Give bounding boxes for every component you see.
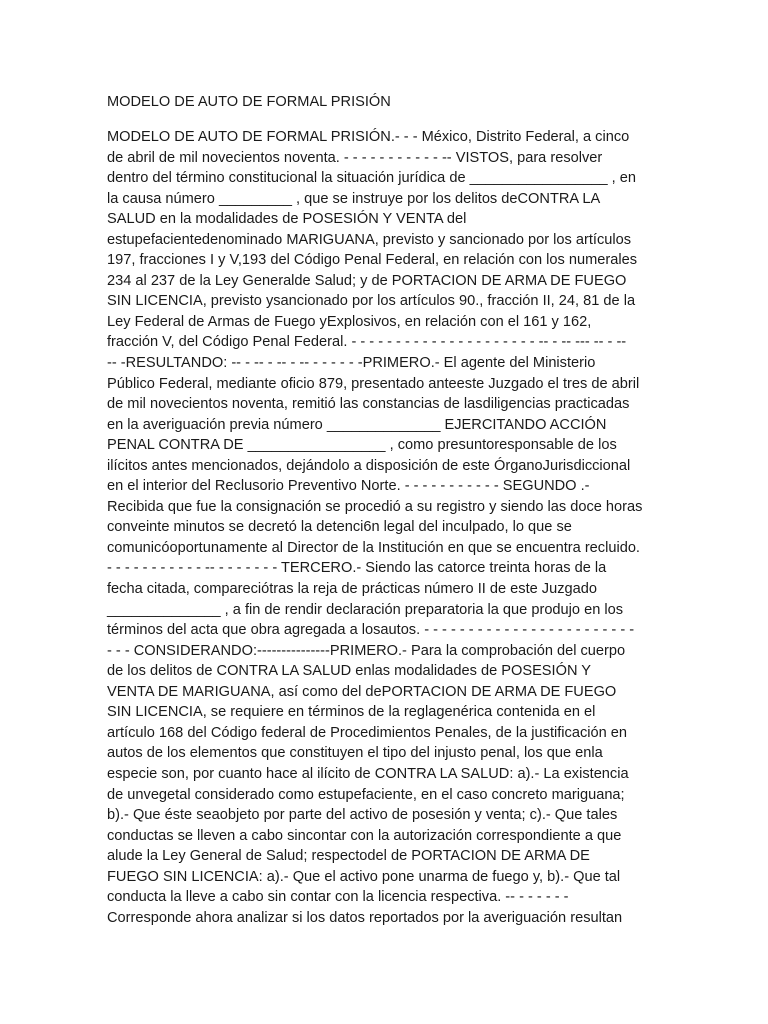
- body-text-line: SALUD en la modalidades de POSESIÓN Y VENTA del: [107, 211, 467, 228]
- body-text-line: en el interior del Reclusorio Preventivo Norte. - - - - - - - - - - - SEGUNDO .-: [107, 478, 590, 495]
- body-text-line: fracción V, del Código Penal Federal. - - - - - - - - - - - - - - - - - - - - - -- - -- --- -- - --: [107, 334, 627, 351]
- body-text-line: ilícitos antes mencionados, dejándolo a disposición de este ÓrganoJurisdiccional: [107, 457, 631, 474]
- body-text-line: la causa número _________ , que se instruye por los delitos deCONTRA LA: [107, 190, 601, 207]
- body-text-line: conducta la lleve a cabo sin contar con la licencia respectiva. -- - - - - - -: [107, 889, 569, 906]
- body-text-line: de los delitos de CONTRA LA SALUD enlas modalidades de POSESIÓN Y: [107, 663, 592, 680]
- body-text-line: -- -RESULTANDO: -- - -- - -- - -- - - - - - -PRIMERO.- El agente del Ministerio: [107, 355, 596, 372]
- body-text-line: comunicóoportunamente al Director de la Institución en que se encuentra recluido.: [107, 539, 640, 556]
- body-text-line: Corresponde ahora analizar si los datos reportados por la averiguación resultan: [107, 909, 623, 926]
- body-text-line: fecha citada, compareciótras la reja de prácticas número II de este Juzgado: [107, 581, 597, 598]
- body-text-line: conveinte minutos se decretó la detenci6n legal del inculpado, lo que se: [107, 519, 572, 536]
- body-text-line: en la averiguación previa número ______________ EJERCITANDO ACCIÓN: [107, 416, 607, 433]
- body-text-line: 234 al 237 de la Ley Generalde Salud; y de PORTACION DE ARMA DE FUEGO: [107, 272, 627, 289]
- body-text-line: Ley Federal de Armas de Fuego yExplosivos, en relación con el 161 y 162,: [107, 313, 592, 330]
- body-text-line: SIN LICENCIA, se requiere en términos de la reglagenérica contenida en el: [107, 704, 596, 721]
- body-text-line: términos del acta que obra agregada a losautos. - - - - - - - - - - - - - - - - - - - - - - - -: [107, 622, 635, 639]
- body-text-line: - - - CONSIDERANDO:---------------PRIMERO.- Para la comprobación del cuerpo: [107, 642, 626, 659]
- body-text-line: MODELO DE AUTO DE FORMAL PRISIÓN.- - - México, Distrito Federal, a cinco: [107, 129, 630, 145]
- document-body: [107, 127, 667, 928]
- body-text-line: Recibida que fue la consignación se procedió a su registro y siendo las doce horas: [107, 498, 643, 515]
- body-text-line: SIN LICENCIA, previsto ysancionado por los artículos 90., fracción II, 24, 81 de la: [107, 293, 636, 310]
- body-text-line: artículo 168 del Código federal de Procedimientos Penales, de la justificación en: [107, 724, 628, 741]
- body-text-line: FUEGO SIN LICENCIA: a).- Que el activo pone unarma de fuego y, b).- Que tal: [107, 868, 621, 885]
- document-title: MODELO DE AUTO DE FORMAL PRISIÓN: [107, 94, 391, 110]
- body-text-line: PENAL CONTRA DE _________________ , como presuntoresponsable de los: [107, 437, 617, 454]
- body-text-line: de unvegetal considerado como estupefaciente, en el caso concreto mariguana;: [107, 786, 625, 803]
- body-text-line: de mil novecientos noventa, remitió las constancias de lasdiligencias practicadas: [107, 396, 630, 413]
- body-text-line: autos de los elementos que constituyen el tipo del injusto penal, los que enla: [107, 745, 603, 762]
- body-text-line: conductas se lleven a cabo sincontar con la autorización correspondiente a que: [107, 827, 622, 844]
- body-text-line: dentro del término constitucional la situación jurídica de _________________ , en: [107, 170, 636, 187]
- body-text-line: Público Federal, mediante oficio 879, presentado anteeste Juzgado el tres de abril: [107, 375, 640, 392]
- body-text-line: alude la Ley General de Salud; respectodel de PORTACION DE ARMA DE: [107, 848, 590, 865]
- body-text-line: b).- Que éste seaobjeto por parte del activo de posesión y venta; c).- Que tales: [107, 807, 618, 824]
- body-text-line: de abril de mil novecientos noventa. - - - - - - - - - - - -- VISTOS, para resolver: [107, 149, 603, 166]
- body-text-line: ______________ , a fin de rendir declaración preparatoria la que produjo en los: [107, 601, 624, 618]
- body-text-line: especie son, por cuanto hace al ilícito de CONTRA LA SALUD: a).- La existencia: [107, 765, 629, 782]
- body-text-line: 197, fracciones I y V,193 del Código Penal Federal, en relación con los numerales: [107, 252, 638, 269]
- body-text-line: - - - - - - - - - - - -- - - - - - - - TERCERO.- Siendo las catorce treinta horas de la: [107, 560, 607, 577]
- body-text-line: VENTA DE MARIGUANA, así como del dePORTACION DE ARMA DE FUEGO: [107, 683, 617, 700]
- body-text-line: estupefacientedenominado MARIGUANA, previsto y sancionado por los artículos: [107, 231, 632, 248]
